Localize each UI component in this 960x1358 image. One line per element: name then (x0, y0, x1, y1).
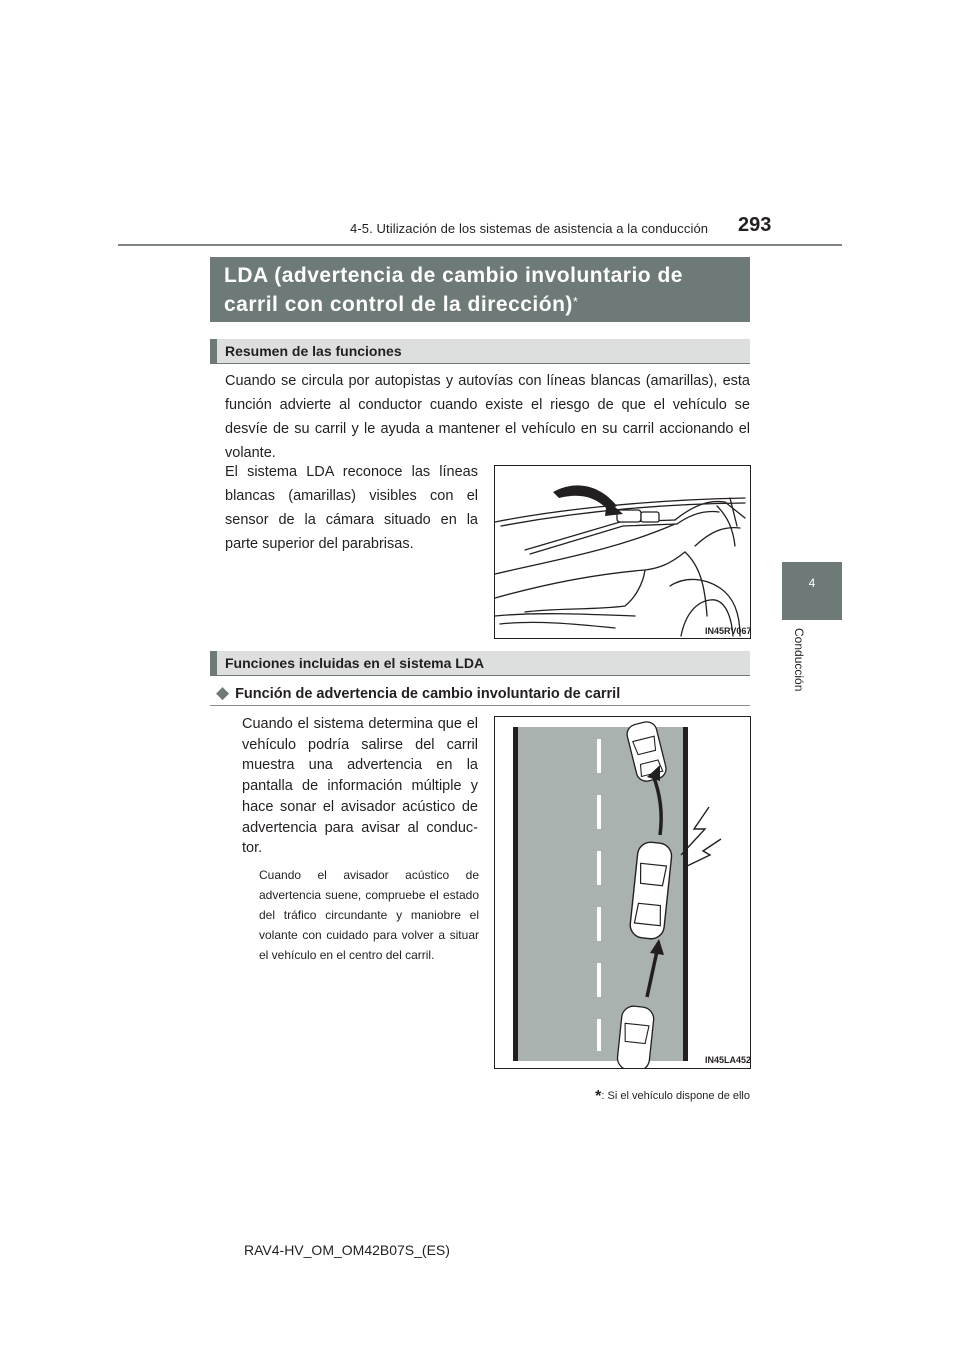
warning-paragraph: Cuando el sistema determina que el vehículo podría salirse del carril muestra una advertencia en la pantalla de información múltiple y hace sonar el avisador acústico de advertencia para avisar al conductor. (242, 716, 478, 857)
footnote-text: : Si el vehículo dispone de ello (601, 1090, 750, 1102)
section-header: 4-5. Utilización de los sistemas de asistencia a la conducción (350, 221, 709, 236)
page-title (224, 261, 683, 319)
section-heading-summary (210, 339, 750, 364)
function-title (216, 683, 620, 703)
chapter-tab (782, 562, 842, 620)
page-title-box (210, 257, 750, 322)
figure-code-2: IN45LA452 (705, 1055, 752, 1065)
chapter-label: Conducción (792, 628, 806, 692)
lane-departure-figure (494, 716, 751, 1069)
page-title-line2: carril con control de la dirección) (224, 293, 573, 316)
function-rule (210, 705, 750, 706)
title-asterisk: * (572, 294, 579, 309)
page-number: 293 (738, 214, 772, 236)
model-code: RAV4-HV_OM_OM42B07S_(ES) (244, 1242, 450, 1258)
camera-paragraph: El sistema LDA reconoce las líneas blancas (amarillas) visibles con el sensor de la cámara situado en la parte superior del parabrisas. (225, 464, 478, 552)
function-title-text: Función de advertencia de cambio involuntario de carril (235, 686, 621, 702)
summary-paragraph: Cuando se circula por autopistas y autovías con líneas blancas (amarillas), esta función advierte al conductor cuando existe el riesgo de que el vehículo se desvíe de su carril y le ayuda a mantener el vehículo en su carril accionando el volante. (225, 373, 750, 461)
header-rule (118, 244, 842, 246)
section-heading-summary-text: Resumen de las funciones (225, 343, 402, 359)
lane-departure-drawing (495, 717, 750, 1068)
figure-code-1: IN45RV067 (705, 626, 752, 636)
footnote (520, 1088, 750, 1106)
diamond-bullet-icon: ◆ (216, 683, 230, 702)
page-title-line1: LDA (advertencia de cambio involuntario de (224, 264, 683, 287)
windshield-camera-figure (494, 465, 751, 639)
chapter-number: 4 (808, 576, 816, 590)
section-heading-functions (210, 651, 750, 676)
windshield-camera-drawing (495, 466, 750, 638)
warning-note: Cuando el avisador acústico de advertencia suene, compruebe el estado del tráfico circundante y maniobre el volante con cuidado para volver a situar el vehículo en el centro del carril. (259, 868, 479, 962)
footnote-asterisk: * (595, 1088, 602, 1105)
section-heading-functions-text: Funciones incluidas en el sistema LDA (225, 655, 485, 671)
